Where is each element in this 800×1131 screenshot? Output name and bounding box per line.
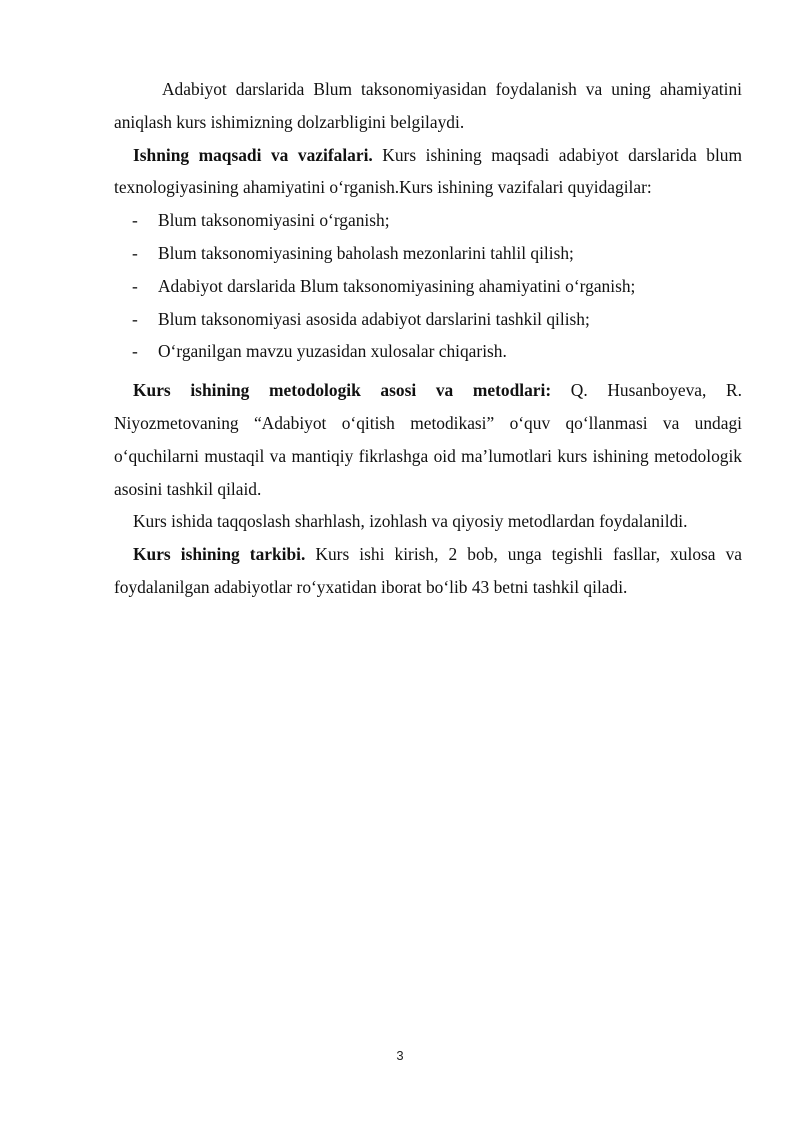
list-dash: -	[132, 341, 138, 362]
list-item	[114, 303, 742, 336]
structure-text: Kurs ishi kirish, 2 bob, unga tegishli fasllar, xulosa va foydalanilgan adabiyotlar ro‘yxatidan iborat bo‘lib 43 betni tashkil qiladi.	[114, 544, 742, 597]
intro-paragraph: Adabiyot darslarida Blum taksonomiyasidan foydalanish va uning ahamiyatini aniqlash kurs ishimizning dolzarbligini belgilaydi.	[114, 79, 742, 132]
goals-paragraph	[114, 139, 742, 205]
list-dash: -	[132, 308, 138, 329]
structure-paragraph	[114, 538, 742, 604]
methodology-paragraph	[114, 374, 742, 505]
goals-heading: Ishning maqsadi va vazifalari.	[133, 144, 373, 165]
list-item-text: Blum taksonomiyasining baholash mezonlarini tahlil qilish;	[158, 242, 574, 263]
list-dash: -	[132, 275, 138, 296]
list-item-text: Blum taksonomiyasi asosida adabiyot darslarini tashkil qilish;	[158, 308, 590, 329]
list-item	[114, 204, 742, 237]
list-item	[114, 335, 742, 368]
list-item-text: O‘rganilgan mavzu yuzasidan xulosalar chiqarish.	[158, 341, 507, 362]
structure-heading: Kurs ishining tarkibi.	[133, 544, 306, 565]
page-number: 3	[396, 1048, 404, 1063]
goals-text: Kurs ishining maqsadi adabiyot darslarida blum texnologiyasining ahamiyatini o‘rganish.Kurs ishining vazifalari quyidagilar:	[114, 144, 743, 198]
tasks-list	[114, 204, 742, 368]
methods-paragraph: Kurs ishida taqqoslash sharhlash, izohlash va qiyosiy metodlardan foydalanildi.	[133, 511, 688, 532]
methodology-text: Q. Husanboyeva, R. Niyozmetovaning “Adabiyot o‘qitish metodikasi” o‘quv qo‘llanmasi va undagi o‘quchilarni mustaqil va mantiqiy fikrlashga oid ma’lumotlari kurs ishining metodologik asosini tashkil qilaid.	[114, 380, 742, 499]
list-dash: -	[132, 242, 138, 263]
list-item-text: Blum taksonomiyasini o‘rganish;	[158, 210, 390, 231]
list-dash: -	[132, 210, 138, 231]
list-item	[114, 270, 742, 303]
document-page	[114, 73, 742, 604]
list-item	[114, 237, 742, 270]
list-item-text: Adabiyot darslarida Blum taksonomiyasining ahamiyatini o‘rganish;	[158, 275, 636, 296]
methodology-heading: Kurs ishining metodologik asosi va metodlari:	[133, 380, 552, 401]
